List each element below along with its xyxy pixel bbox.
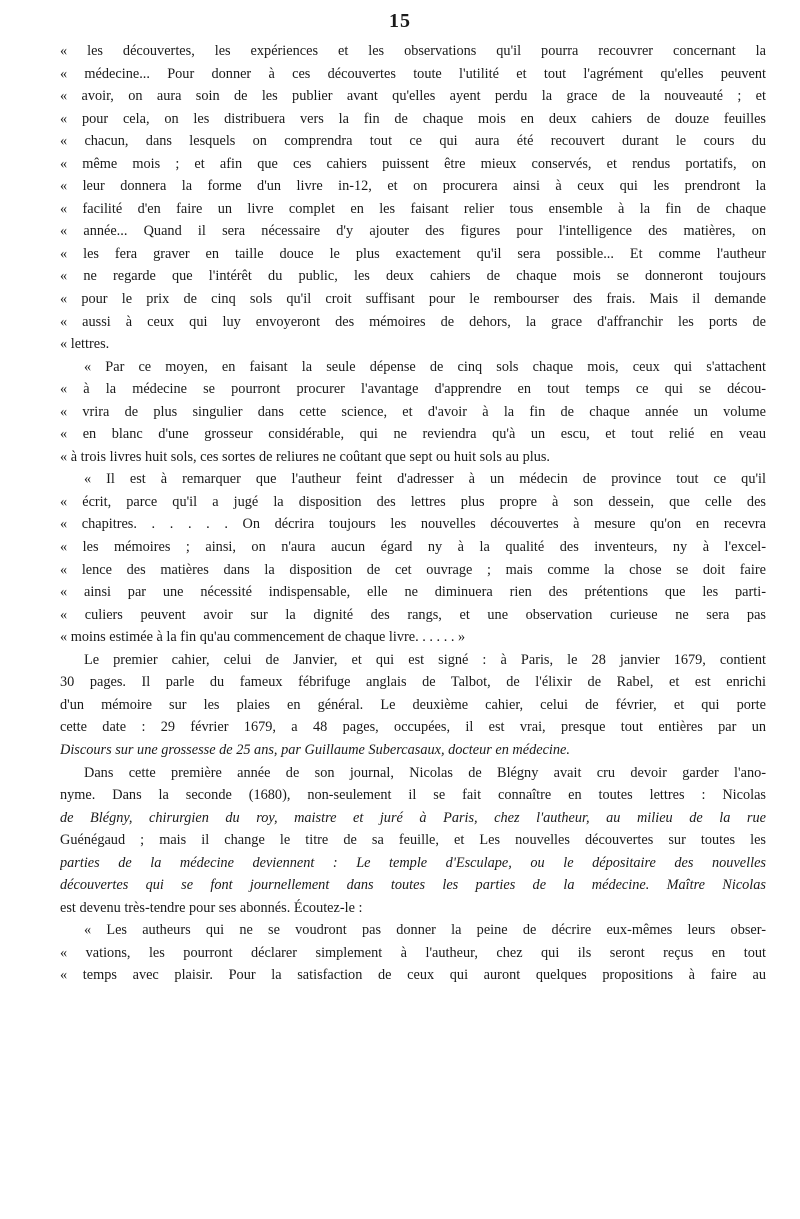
text-line: « année... Quand il sera nécessaire d'y ajouter des figures pour l'intelligence des matières, on <box>60 223 766 240</box>
text-line: « pour le prix de cinq sols qu'il croit suffisant pour le rembourser des frais. Mais il demande <box>60 291 766 308</box>
text-line: découvertes qui se font journellement dans toutes les parties de la médecine. Maître Nicolas <box>60 877 766 894</box>
paragraph-6 <box>60 919 766 987</box>
text-line: « médecine... Pour donner à ces découvertes toute l'utilité et tout l'agrément qu'elles peuvent <box>60 65 766 82</box>
text-line: « chapitres. . . . . . On décrira toujours les nouvelles découvertes à mesure qu'on en recevra <box>60 516 766 533</box>
text-line: « moins estimée à la fin qu'au commencement de chaque livre. . . . . . » <box>60 629 466 646</box>
text-line: est devenu très-tendre pour ses abonnés. Écoutez-le : <box>60 899 363 916</box>
text-line: de Blégny, chirurgien du roy, maistre et juré à Paris, chez l'autheur, au milieu de la rue <box>60 809 766 826</box>
paragraph-2 <box>60 356 766 469</box>
text-line: « les mémoires ; ainsi, on n'aura aucun égard ny à la qualité des inventeurs, ny à l'excel- <box>60 539 766 556</box>
text-line: « à trois livres huit sols, ces sortes de reliures ne coûtant que sept ou huit sols au plus. <box>60 448 550 465</box>
text-line: « les fera graver en taille douce le plus exactement qu'il sera possible... Et comme l'autheur <box>60 245 766 262</box>
text-line: « vrira de plus singulier dans cette science, et d'avoir à la fin de chaque année un volume <box>60 403 766 420</box>
paragraph-5 <box>60 762 766 920</box>
text-line: « Par ce moyen, en faisant la seule dépense de cinq sols chaque mois, ceux qui s'attachent <box>84 358 766 375</box>
text-line: Le premier cahier, celui de Janvier, et qui est signé : à Paris, le 28 janvier 1679, contient <box>84 651 766 668</box>
text-line: parties de la médecine deviennent : Le temple d'Esculape, ou le dépositaire des nouvelles <box>60 854 766 871</box>
body-text <box>60 40 766 987</box>
text-line: nyme. Dans la seconde (1680), non-seulement il se fait connaître en toutes lettres : Nicolas <box>60 787 766 804</box>
text-line: « à la médecine se pourront procurer l'avantage d'apprendre en tout temps ce qui se décou- <box>60 381 766 398</box>
text-line: Guénégaud ; mais il change le titre de sa feuille, et Les nouvelles découvertes sur toutes les <box>60 832 766 849</box>
text-line: « avoir, on aura soin de les publier avant qu'elles ayent perdu la grace de la nouveauté ; et <box>60 88 766 105</box>
page-number: 15 <box>389 10 411 32</box>
text-line: « temps avec plaisir. Pour la satisfaction de ceux qui auront quelques propositions à faire au <box>60 967 766 984</box>
text-line: « culiers peuvent avoir sur la dignité des rangs, et une observation curieuse ne sera pas <box>60 606 766 623</box>
text-line: « lettres. <box>60 336 110 353</box>
text-line: « les découvertes, les expériences et les observations qu'il pourra recouvrer concernant la <box>60 43 766 59</box>
text-line: « facilité d'en faire un livre complet en les faisant relier tous ensemble à la fin de chaque <box>60 200 766 217</box>
text-line: « écrit, parce qu'il a jugé la disposition des lettres plus propre à son dessein, que celle des <box>60 493 766 510</box>
paragraph-3 <box>60 468 766 648</box>
text-line: « pour cela, on les distribuera vers la fin de chaque mois en deux cahiers de douze feuilles <box>60 110 766 127</box>
paragraph-1 <box>60 40 766 356</box>
text-line: « leur donnera la forme d'un livre in-12, et on procurera ainsi à ceux qui les prendront la <box>60 178 766 195</box>
text-line: 30 pages. Il parle du fameux fébrifuge anglais de Talbot, de l'élixir de Rabel, et est enrichi <box>60 674 766 691</box>
text-line: « ainsi par une nécessité indispensable, elle ne diminuera rien des prétentions que les parti- <box>60 584 766 601</box>
text-line: « même mois ; et afin que ces cahiers puissent être mieux conservés, et rendus portatifs, on <box>60 155 766 172</box>
text-line: « aussi à ceux qui luy envoyeront des mémoires de dehors, la grace d'affranchir les ports de <box>60 313 766 330</box>
text-line: Dans cette première année de son journal, Nicolas de Blégny avait cru devoir garder l'ano- <box>84 764 766 781</box>
text-line: cette date : 29 février 1679, a 48 pages, occupées, il est vrai, presque tout entières par un <box>60 719 766 736</box>
text-line: Discours sur une grossesse de 25 ans, par Guillaume Subercasaux, docteur en médecine. <box>60 741 570 758</box>
text-line: « lence des matières dans la disposition de cet ouvrage ; mais comme la chose se doit faire <box>60 561 766 578</box>
text-line: « vations, les pourront déclarer simplement à l'autheur, chez qui ils seront reçus en tout <box>60 944 766 961</box>
text-line: « chacun, dans lesquels on comprendra tout ce qui aura été recouvert durant le cours du <box>60 133 766 150</box>
text-line: « Les autheurs qui ne se voudront pas donner la peine de décrire eux-mêmes leurs obser- <box>84 922 766 939</box>
text-line: « Il est à remarquer que l'autheur feint d'adresser à un médecin de province tout ce qu'il <box>84 471 766 488</box>
text-line: « en blanc d'une grosseur considérable, qui ne reviendra qu'à un escu, et tout relié en veau <box>60 426 766 443</box>
text-line: d'un mémoire sur les plaies en général. Le deuxième cahier, celui de février, et qui porte <box>60 696 766 713</box>
text-line: « ne regarde que l'intérêt du public, les deux cahiers de chaque mois se donneront toujours <box>60 268 766 285</box>
paragraph-4 <box>60 649 766 762</box>
